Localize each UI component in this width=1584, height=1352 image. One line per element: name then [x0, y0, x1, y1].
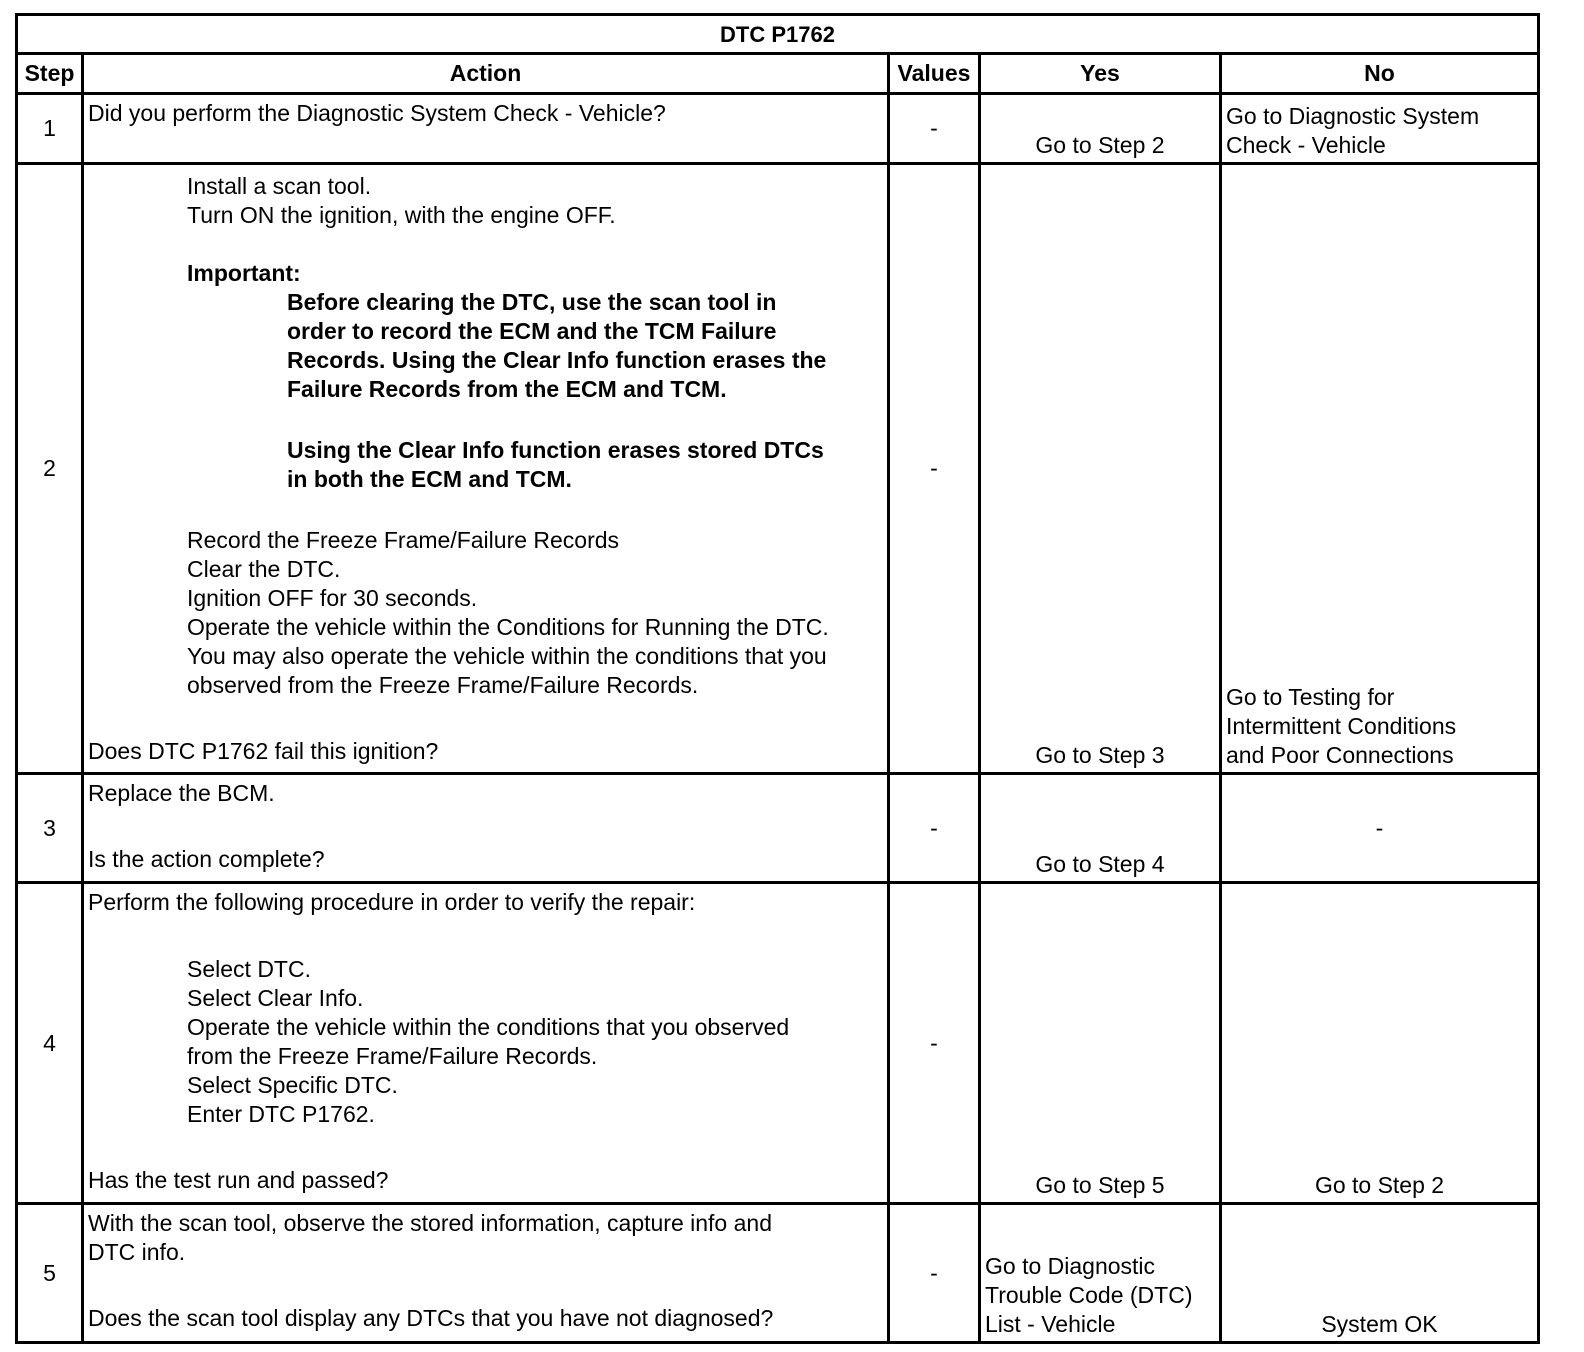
action-line: Operate the vehicle within the conditions that you observed — [187, 1014, 790, 1041]
yes-line: Go to Diagnostic — [985, 1253, 1156, 1279]
no-line: Go to Diagnostic System — [1226, 102, 1480, 129]
table-row-step-5 — [17, 1204, 1539, 1343]
action-question: Has the test run and passed? — [88, 1167, 389, 1194]
action-question: Does the scan tool display any DTCs that you have not diagnosed? — [88, 1305, 774, 1332]
important-line: Before clearing the DTC, use the scan tool in — [287, 288, 777, 315]
action-question: Is the action complete? — [88, 845, 325, 872]
values-cell: - — [889, 93, 980, 163]
table-row-step-3 — [17, 773, 1539, 882]
no-cell — [1221, 93, 1539, 163]
action-line: Select Clear Info. — [187, 985, 364, 1012]
important-line: Failure Records from the ECM and TCM. — [287, 375, 727, 402]
action-cell — [83, 163, 889, 773]
dtc-table-container — [15, 13, 1537, 1344]
important-line: Records. Using the Clear Info function erases the — [287, 346, 827, 373]
no-line: Check - Vehicle — [1226, 131, 1386, 158]
important-label: Important: — [187, 259, 301, 286]
yes-line: Trouble Code (DTC) — [985, 1282, 1193, 1308]
action-line: Record the Freeze Frame/Failure Records — [187, 526, 620, 553]
table-row-step-1 — [17, 93, 1539, 163]
action-question: Did you perform the Diagnostic System Check - Vehicle? — [88, 99, 666, 126]
no-line: Intermittent Conditions — [1226, 712, 1457, 739]
no-line: Go to Testing for — [1226, 683, 1395, 710]
no-cell: Go to Step 2 — [1221, 883, 1539, 1204]
important-line: order to record the ECM and the TCM Failure — [287, 317, 777, 344]
table-title: DTC P1762 — [17, 15, 1539, 54]
action-line: observed from the Freeze Frame/Failure Records. — [187, 671, 699, 698]
action-line: Operate the vehicle within the Conditions for Running the DTC. — [187, 613, 829, 640]
action-line: DTC info. — [88, 1239, 186, 1266]
action-cell — [83, 93, 889, 163]
action-line: Install a scan tool. — [187, 172, 372, 199]
action-line: Clear the DTC. — [187, 555, 341, 582]
action-line: Replace the BCM. — [88, 779, 275, 806]
yes-line: List - Vehicle — [985, 1311, 1116, 1337]
action-line: With the scan tool, observe the stored information, capture info and — [88, 1210, 772, 1237]
yes-cell: Go to Step 4 — [980, 773, 1221, 882]
yes-cell: Go to Step 2 — [980, 93, 1221, 163]
values-cell: - — [889, 1204, 980, 1343]
table-row-step-2 — [17, 163, 1539, 773]
action-line: Ignition OFF for 30 seconds. — [187, 584, 478, 611]
header-step: Step — [17, 54, 83, 93]
no-cell: System OK — [1221, 1204, 1539, 1343]
no-cell — [1221, 163, 1539, 773]
step-number: 3 — [17, 773, 83, 882]
values-cell: - — [889, 883, 980, 1204]
action-line: from the Freeze Frame/Failure Records. — [187, 1043, 598, 1070]
action-cell — [83, 773, 889, 882]
step-number: 2 — [17, 163, 83, 773]
step-number: 5 — [17, 1204, 83, 1343]
step-number: 4 — [17, 883, 83, 1204]
action-line: Perform the following procedure in order to verify the repair: — [88, 889, 696, 916]
action-cell — [83, 883, 889, 1204]
yes-cell: Go to Step 3 — [980, 163, 1221, 773]
action-line: Turn ON the ignition, with the engine OFF. — [187, 201, 616, 228]
step-number: 1 — [17, 93, 83, 163]
action-line: Enter DTC P1762. — [187, 1101, 375, 1128]
no-line: and Poor Connections — [1226, 741, 1454, 768]
yes-cell: Go to Step 5 — [980, 883, 1221, 1204]
yes-cell — [980, 1204, 1221, 1343]
table-row-step-4 — [17, 883, 1539, 1204]
action-line: Select Specific DTC. — [187, 1072, 398, 1099]
header-action: Action — [83, 54, 889, 93]
header-no: No — [1221, 54, 1539, 93]
values-cell: - — [889, 773, 980, 882]
action-question: Does DTC P1762 fail this ignition? — [88, 737, 439, 764]
no-cell: - — [1221, 773, 1539, 882]
dtc-table — [15, 13, 1540, 1344]
header-values: Values — [889, 54, 980, 93]
values-cell: - — [889, 163, 980, 773]
action-line: You may also operate the vehicle within the conditions that you — [187, 642, 827, 669]
action-line: Select DTC. — [187, 956, 311, 983]
header-yes: Yes — [980, 54, 1221, 93]
important-line: in both the ECM and TCM. — [287, 465, 572, 492]
action-cell — [83, 1204, 889, 1343]
important-line: Using the Clear Info function erases stored DTCs — [287, 436, 824, 463]
